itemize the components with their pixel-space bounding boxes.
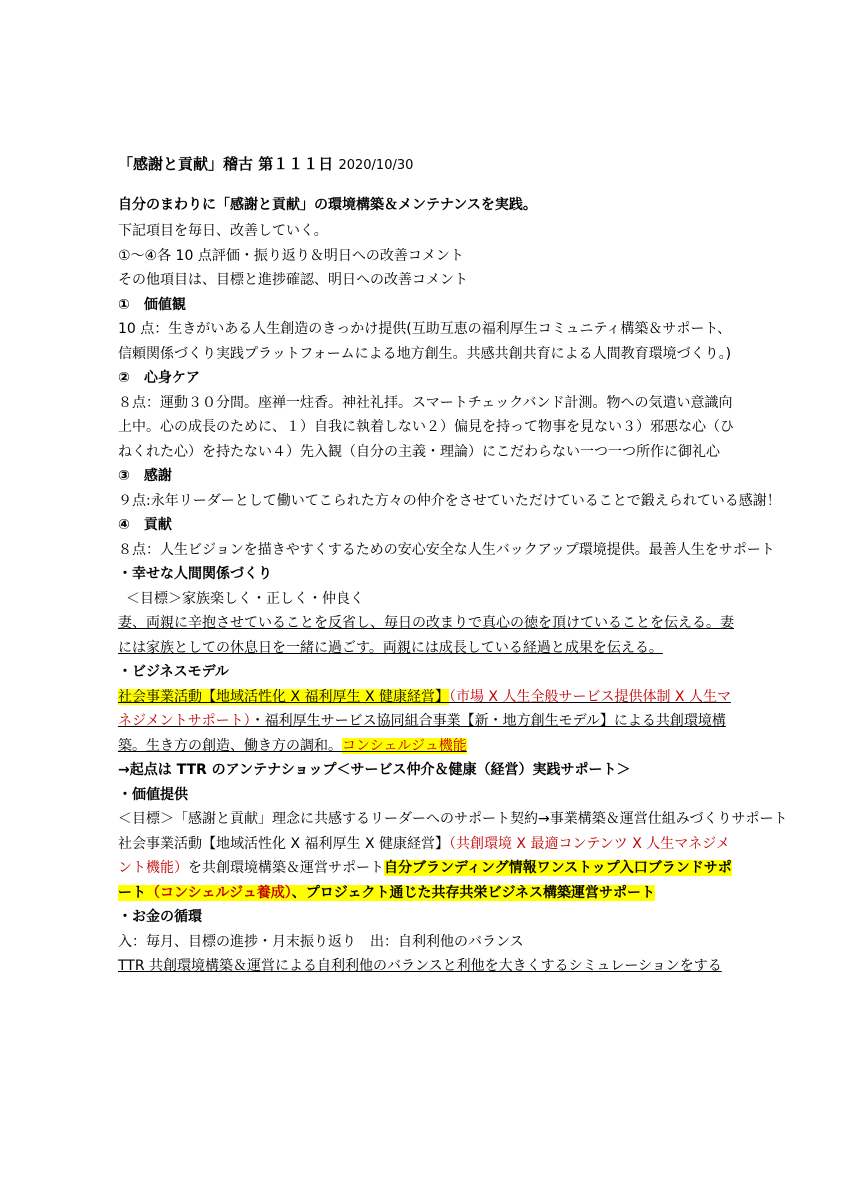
business-part-1: 社会事業活動【地域活性化 X 福利厚生 X 健康経営】 xyxy=(118,688,449,705)
section-values-heading: ① 価値観 xyxy=(118,296,186,313)
value-part-5: （コンシェルジュ養成） xyxy=(146,884,292,901)
business-part-3: ・福利厚生サービス協同組合事業【新・地方創生モデル】による共創環境構築。生き方の創造、働き方の調和。 xyxy=(118,713,726,754)
business-body xyxy=(118,685,738,759)
value-heading: ・価値提供 xyxy=(118,786,188,803)
section-gratitude-body: ９点:永年リーダーとして働いてこられた方々の仲介をさせていただけていることで鍛えられている感謝！ xyxy=(118,492,781,509)
intro-line-1: 下記項目を毎日、改善していく。 xyxy=(118,223,328,239)
value-part-1: 社会事業活動【地域活性化 X 福利厚生 X 健康経営】 xyxy=(118,835,449,852)
section-values-body: 10 点：生きがいある人生創造のきっかけ提供(互助互恵の福利厚生コミュニティ構築＆サポート、信頼関係づくり実践プラットフォームによる地方創生。共感共創共育による人間教育環境づくり。) xyxy=(118,321,732,362)
business-concierge: コンシェルジュ機能 xyxy=(342,737,467,754)
section-contribution-heading: ④ 貢献 xyxy=(118,517,172,533)
title-main: 「感謝と貢献」稽古 第１１１日 xyxy=(118,155,334,173)
relations-heading: ・幸せな人間関係づくり xyxy=(118,566,272,582)
value-part-2: （共創環境 X 最適コンテンツ X 人生マネジメント機能） xyxy=(118,835,730,876)
money-heading: ・お金の循環 xyxy=(118,909,202,925)
business-heading: ・ビジネスモデル xyxy=(118,664,229,680)
relations-body: 妻、両親に辛抱させていることを反省し、毎日の改まりで真心の徳を頂けていることを伝える。妻には家族としての休息日を一緒に過ごす。両親には成長している経過と成果を伝える。 xyxy=(118,615,734,656)
value-part-4: 自分ブランディング情報ワンストップ入口ブランドサポート xyxy=(118,860,732,901)
money-line-1: 入：毎月、目標の進捗・月末振り返り 出：自利利他のバランス xyxy=(118,933,524,950)
section-contribution-body: ８点：人生ビジョンを描きやすくするための安心安全な人生バックアップ環境提供。最善人生をサポート xyxy=(118,541,775,558)
section-gratitude-heading: ③ 感謝 xyxy=(118,468,172,484)
title-date: 2020/10/30 xyxy=(338,158,414,173)
intro-headline: 自分のまわりに「感謝と貢献」の環境構築＆メンテナンスを実践。 xyxy=(118,196,537,213)
document-page xyxy=(118,152,788,979)
section-care-heading: ② 心身ケア xyxy=(118,370,200,386)
business-part-2: （市場 X 人生全般サービス提供体制 X 人生マネジメントサポート） xyxy=(118,688,731,729)
value-body xyxy=(118,832,738,906)
value-goal: ＜目標＞「感謝と貢献」理念に共感するリーダーへのサポート契約→事業構築＆運営仕組みづくりサポート xyxy=(118,811,788,827)
intro-line-3: その他項目は、目標と進捗確認、明日への改善コメント xyxy=(118,272,468,288)
section-care-body: ８点：運動３０分間。座禅一炷香。神社礼拝。スマートチェックバンド計測。物への気遣い意識向上中。心の成長のために、１）自我に執着しない２）偏見を持って物事を見ない３）邪悪な心（ひねくれた心）を持たない４）先入観（自分の主義・理論）にこだわらない一つ一つ所作に御礼心 xyxy=(118,394,734,460)
document-title xyxy=(118,152,738,179)
money-line-2: TTR 共創環境構築＆運営による自利利他のバランスと利他を大きくするシミュレーションをする xyxy=(118,958,722,974)
relations-goal: ＜目標＞家族楽しく・正しく・仲良く xyxy=(126,590,364,607)
business-origin: →起点は TTR のアンテナショップ＜サービス仲介＆健康（経営）実践サポート＞ xyxy=(118,762,631,778)
value-part-3: を共創環境構築＆運営サポート xyxy=(188,860,384,876)
value-part-6: 、プロジェクト通じた共存共栄ビジネス構築運営サポート xyxy=(291,884,656,901)
intro-line-2: ①～④各 10 点評価・振り返り＆明日への改善コメント xyxy=(118,247,464,264)
